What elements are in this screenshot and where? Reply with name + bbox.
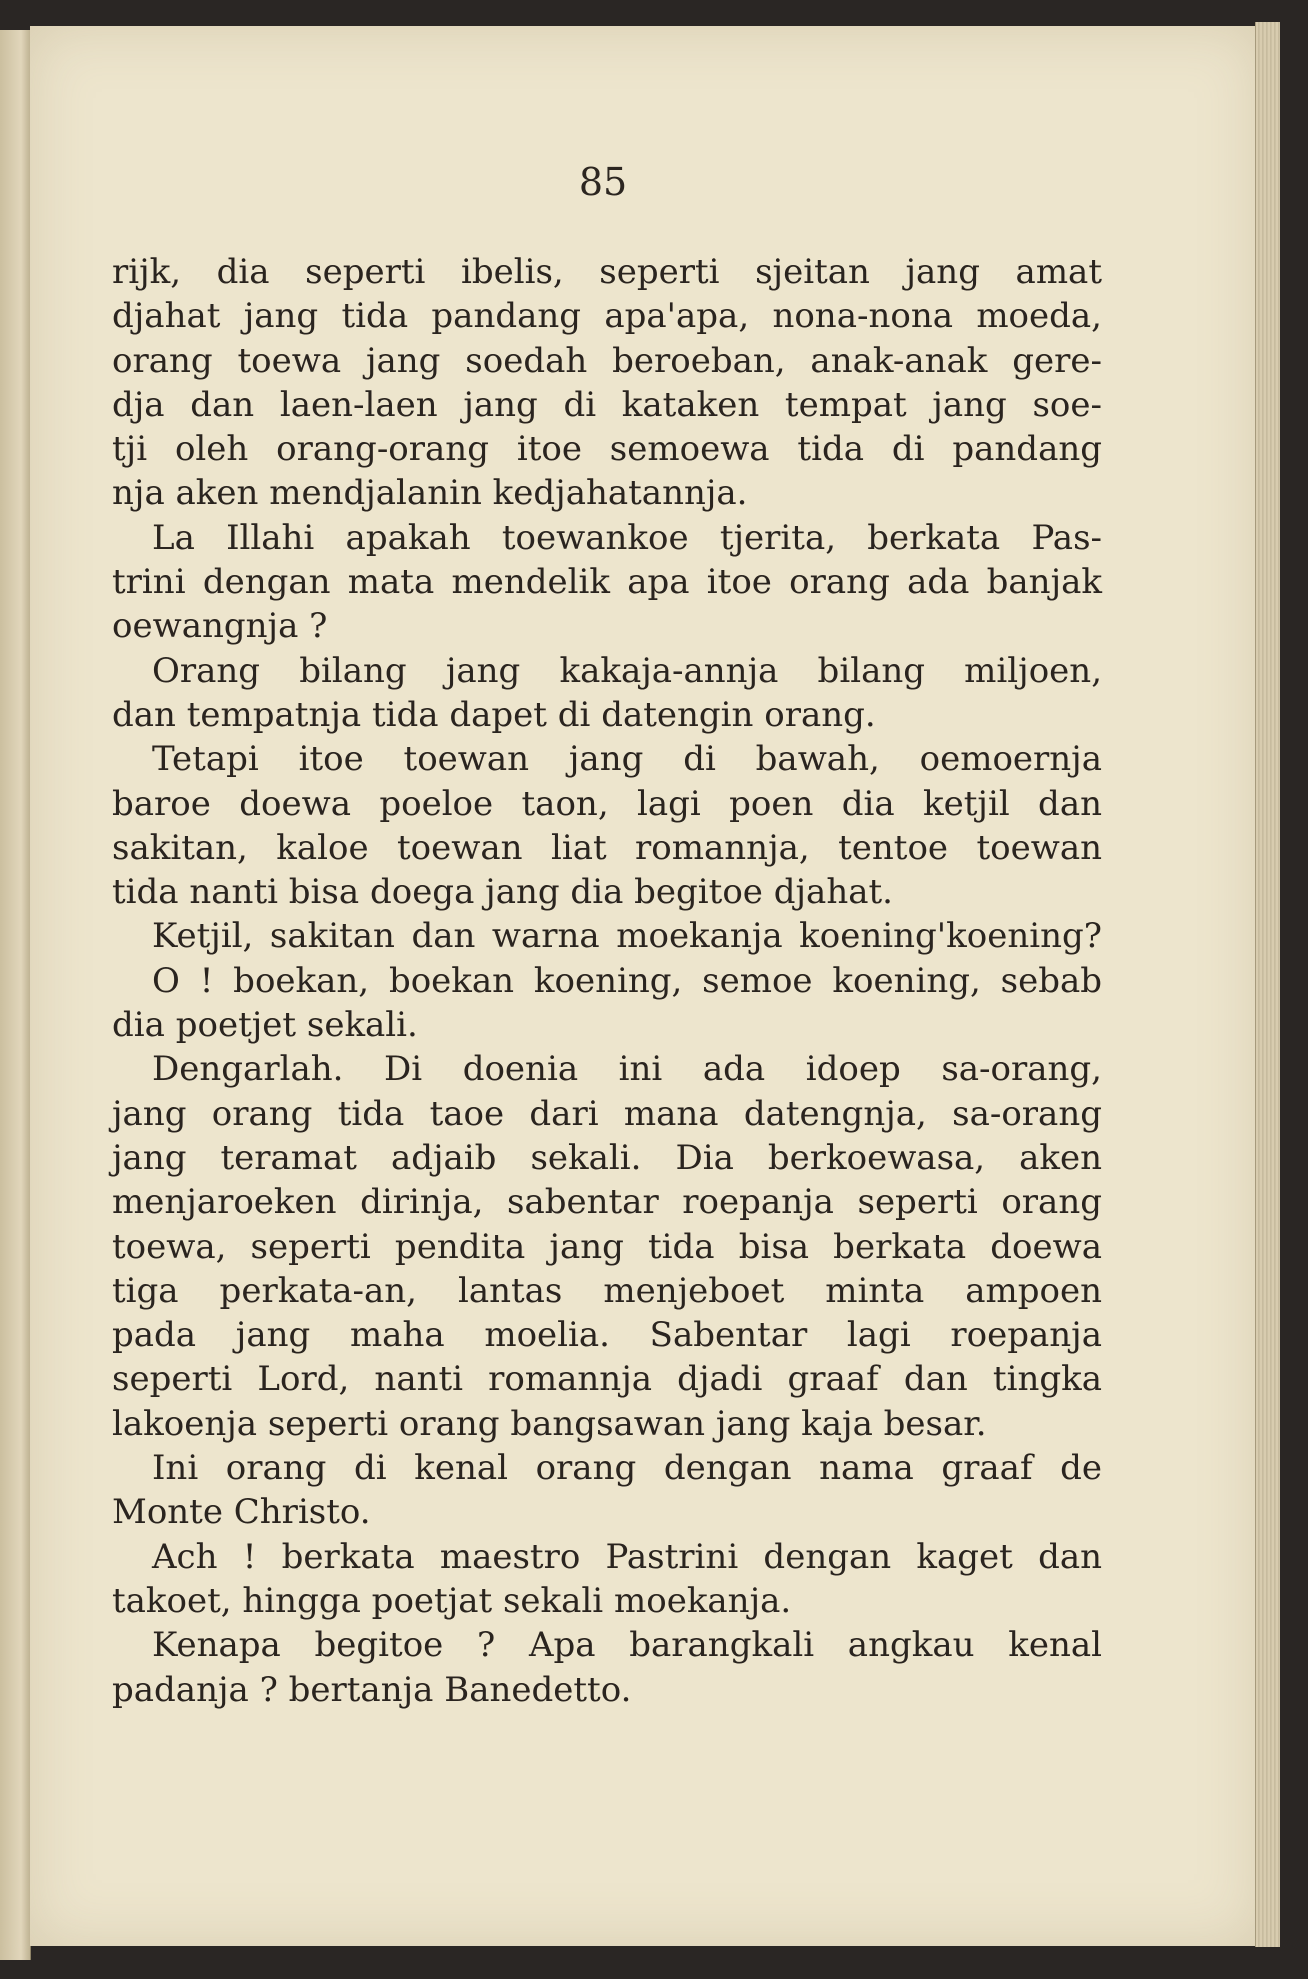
- text-line: Kenapa begitoe ? Apa barangkali angkau kenal: [152, 1625, 1102, 1666]
- text-line: pada jang maha moelia. Sabentar lagi roepanja: [112, 1315, 1102, 1356]
- text-line: La Illahi apakah toewankoe tjerita, berkata Pas-: [152, 517, 1102, 558]
- text-line: dan tempatnja tida dapet di datengin orang.: [112, 694, 876, 735]
- text-line: nja aken mendjalanin kedjahatannja.: [112, 473, 748, 514]
- text-line: orang toewa jang soedah beroeban, anak-anak gere-: [112, 340, 1102, 381]
- text-line: Ach ! berkata maestro Pastrini dengan kaget dan: [152, 1536, 1102, 1577]
- text-line: trini dengan mata mendelik apa itoe orang ada banjak: [112, 562, 1102, 603]
- text-line: padanja ? bertanja Banedetto.: [112, 1669, 632, 1710]
- text-line: rijk, dia seperti ibelis, seperti sjeitan jang amat: [112, 252, 1102, 292]
- text-line: Ini orang di kenal orang dengan nama graaf de: [152, 1448, 1102, 1489]
- page-number: 85: [578, 160, 628, 204]
- text-line: menjaroeken dirinja, sabentar roepanja seperti orang: [112, 1182, 1102, 1223]
- text-line: Dengarlah. Di doenia ini ada idoep sa-orang,: [152, 1049, 1102, 1090]
- text-line: takoet, hingga poetjat sekali moekanja.: [112, 1580, 792, 1621]
- text-line: tiga perkata-an, lantas menjeboet minta ampoen: [112, 1270, 1102, 1311]
- text-line: dia poetjet sekali.: [112, 1005, 418, 1046]
- text-line: jang teramat adjaib sekali. Dia berkoewasa, aken: [112, 1137, 1102, 1178]
- text-line: dja dan laen-laen jang di kataken tempat jang soe-: [112, 384, 1102, 425]
- text-line: jang orang tida taoe dari mana datengnja, sa-orang: [112, 1093, 1102, 1134]
- text-line: seperti Lord, nanti romannja djadi graaf dan tingka: [112, 1359, 1102, 1400]
- text-line: baroe doewa poeloe taon, lagi poen dia ketjil dan: [112, 783, 1102, 824]
- text-line: toewa, seperti pendita jang tida bisa berkata doewa: [112, 1226, 1102, 1267]
- text-line: tida nanti bisa doega jang dia begitoe djahat.: [112, 872, 893, 913]
- text-line: sakitan, kaloe toewan liat romannja, tentoe toewan: [112, 827, 1102, 868]
- facing-page-edge: [0, 30, 31, 1960]
- text-line: lakoenja seperti orang bangsawan jang kaja besar.: [112, 1403, 987, 1444]
- text-line: Tetapi itoe toewan jang di bawah, oemoernja: [152, 739, 1102, 780]
- text-line: Ketjil, sakitan dan warna moekanja koening'koening?: [152, 916, 1102, 957]
- text-line: Orang bilang jang kakaja-annja bilang miljoen,: [152, 650, 1102, 691]
- text-line: O ! boekan, boekan koening, semoe koening, sebab: [152, 960, 1102, 1001]
- text-line: djahat jang tida pandang apa'apa, nona-nona moeda,: [112, 296, 1102, 337]
- text-line: Monte Christo.: [112, 1492, 371, 1533]
- body-text: [112, 250, 1102, 1712]
- text-line: oewangnja ?: [112, 606, 328, 647]
- page-stack-edge: [1255, 22, 1280, 1947]
- text-line: tji oleh orang-orang itoe semoewa tida di pandang: [112, 429, 1102, 470]
